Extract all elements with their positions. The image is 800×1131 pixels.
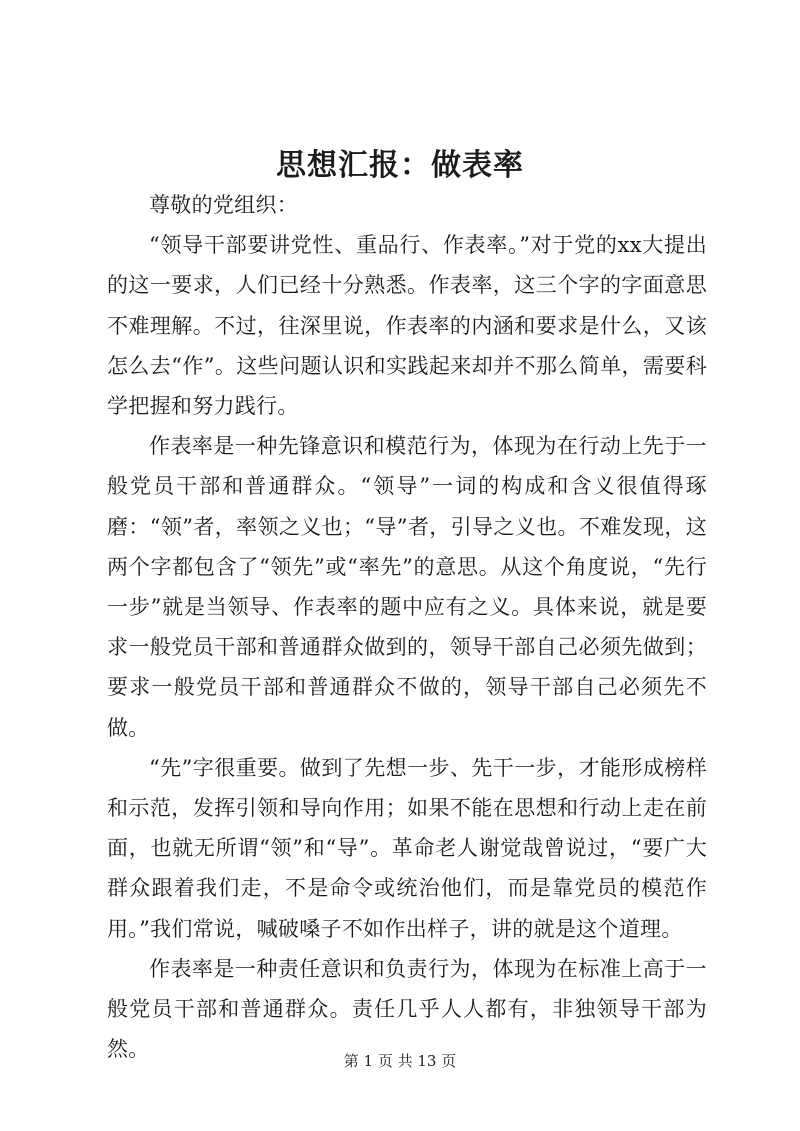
document-body [107, 185, 707, 1069]
paragraph-3: “先”字很重要。做到了先想一步、先干一步，才能形成榜样和示范，发挥引领和导向作用；如果不能在思想和行动上走在前面，也就无所谓“领”和“导”。革命老人谢觉哉曾说过，“要广大群众跟着我们走，不是命令或统治他们，而是靠党员的模范作用。”我们常说，喊破嗓子不如作出样子，讲的就是这个道理。 [107, 755, 707, 941]
document-title: 思想汇报：做表率 [276, 148, 524, 183]
page-footer: 第 1 页 共 13 页 [343, 1052, 457, 1070]
paragraph-4: 作表率是一种责任意识和负责行为，体现为在标准上高于一般党员干部和普通群众。责任几乎人人都有，非独领导干部为然。 [107, 956, 707, 1062]
salutation: 尊敬的党组织： [149, 193, 299, 217]
paragraph-2: 作表率是一种先锋意识和模范行为，体现为在行动上先于一般党员干部和普通群众。“领导”一词的构成和含义很值得琢磨：“领”者，率领之义也；“导”者，引导之义也。不难发现，这两个字都包含了“领先”或“率先”的意思。从这个角度说，“先行一步”就是当领导、作表率的题中应有之义。具体来说，就是要求一般党员干部和普通群众做到的，领导干部自己必须先做到；要求一般党员干部和普通群众不做的，领导干部自己必须先不做。 [107, 434, 707, 740]
paragraph-1: “领导干部要讲党性、重品行、作表率。”对于党的xx大提出的这一要求，人们已经十分熟悉。作表率，这三个字的字面意思不难理解。不过，往深里说，作表率的内涵和要求是什么，又该怎么去“作”。这些问题认识和实践起来却并不那么简单，需要科学把握和努力践行。 [107, 233, 707, 419]
